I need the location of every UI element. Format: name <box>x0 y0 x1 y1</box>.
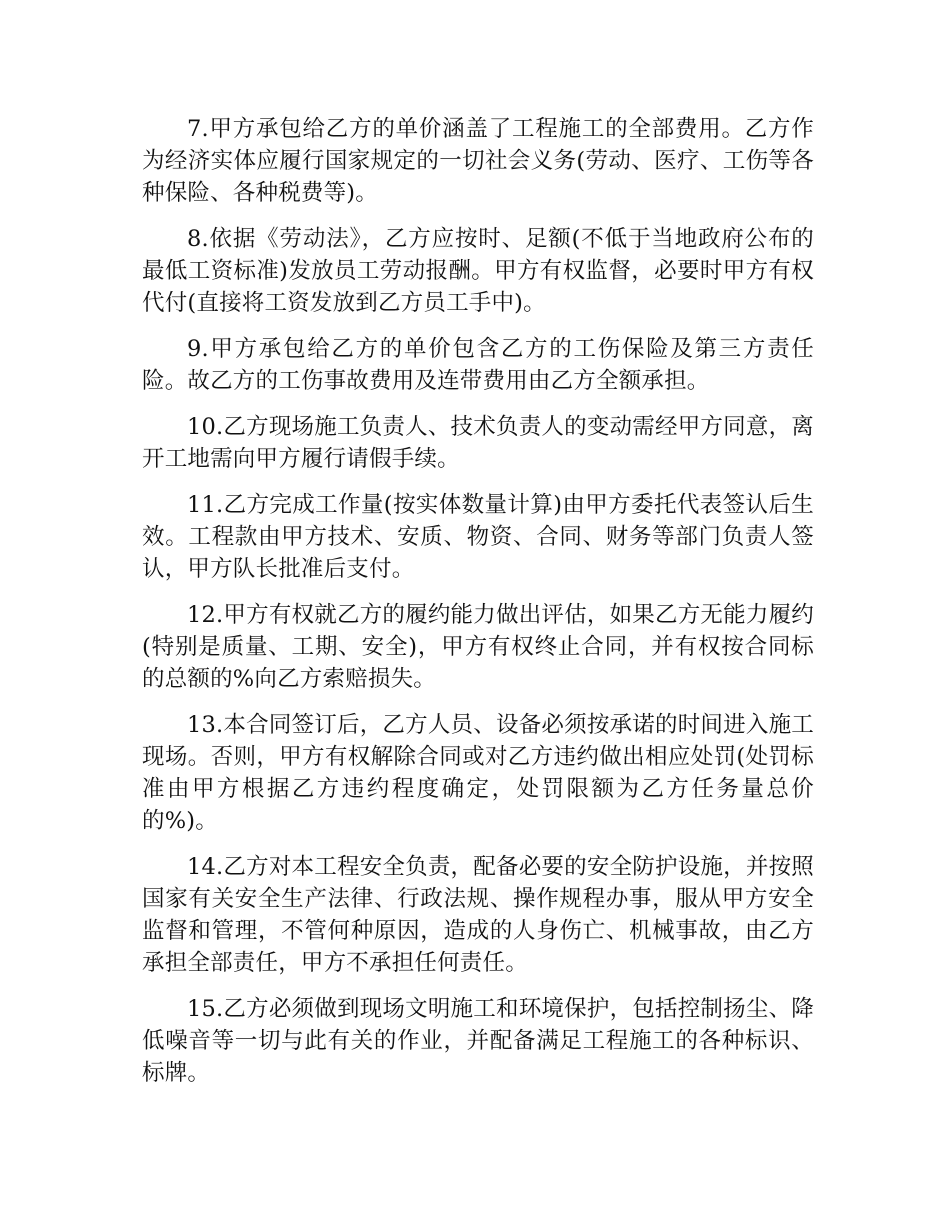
clause-10: 10.乙方现场施工负责人、技术负责人的变动需经甲方同意，离开工地需向甲方履行请假手续。 <box>142 414 814 472</box>
clause-11: 11.乙方完成工作量(按实体数量计算)由甲方委托代表签认后生效。工程款由甲方技术、安质、物资、合同、财务等部门负责人签认，甲方队长批准后支付。 <box>142 492 814 582</box>
clause-13: 13.本合同签订后，乙方人员、设备必须按承诺的时间进入施工现场。否则，甲方有权解除合同或对乙方违约做出相应处罚(处罚标准由甲方根据乙方违约程度确定，处罚限额为乙方任务量总价的%)。 <box>142 712 814 834</box>
clause-7: 7.甲方承包给乙方的单价涵盖了工程施工的全部费用。乙方作为经济实体应履行国家规定的一切社会义务(劳动、医疗、工伤等各种保险、各种税费等)。 <box>142 116 814 206</box>
clause-8: 8.依据《劳动法》，乙方应按时、足额(不低于当地政府公布的最低工资标准)发放员工劳动报酬。甲方有权监督，必要时甲方有权代付(直接将工资发放到乙方员工手中)。 <box>142 226 814 316</box>
clause-9: 9.甲方承包给乙方的单价包含乙方的工伤保险及第三方责任险。故乙方的工伤事故费用及连带费用由乙方全额承担。 <box>142 336 814 394</box>
clause-12: 12.甲方有权就乙方的履约能力做出评估，如果乙方无能力履约(特别是质量、工期、安全)，甲方有权终止合同，并有权按合同标的总额的%向乙方索赔损失。 <box>142 602 814 692</box>
clause-15: 15.乙方必须做到现场文明施工和环境保护，包括控制扬尘、降低噪音等一切与此有关的作业，并配备满足工程施工的各种标识、标牌。 <box>142 996 814 1086</box>
clause-14: 14.乙方对本工程安全负责，配备必要的安全防护设施，并按照国家有关安全生产法律、行政法规、操作规程办事，服从甲方安全监督和管理，不管何种原因，造成的人身伤亡、机械事故，由乙方承担全部责任，甲方不承担任何责任。 <box>142 854 814 976</box>
document-body <box>142 113 814 1103</box>
